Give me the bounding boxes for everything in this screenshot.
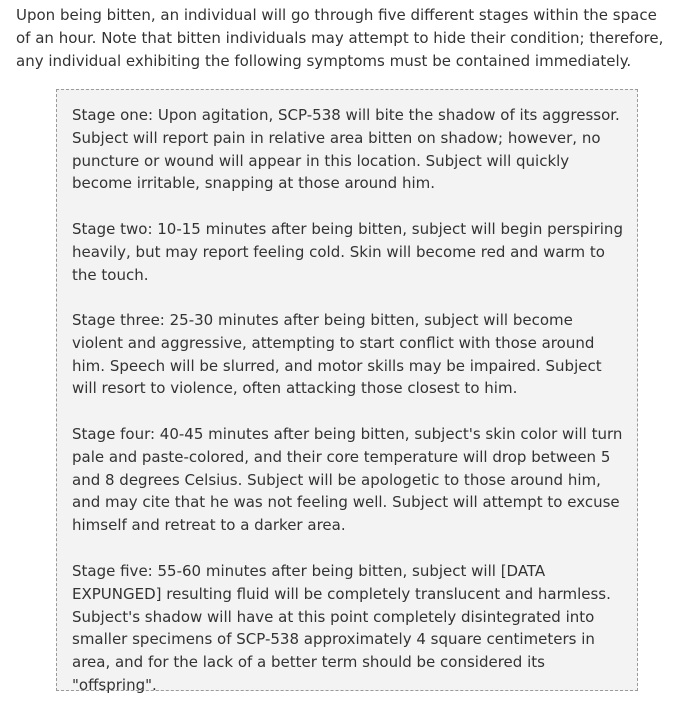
stage-three-paragraph: Stage three: 25-30 minutes after being bitten, subject will become violent and aggressive, attempting to start conflict with those around him. Speech will be slurred, and motor skills may be impaired. Subject will resort to violence, often attacking those closest to him. — [72, 311, 602, 398]
stage-one-paragraph: Stage one: Upon agitation, SCP-538 will bite the shadow of its aggressor. Subject will report pain in relative area bitten on shadow; however, no puncture or wound will appear in this location. Subject will quickly become irritable, snapping at those around him. — [72, 106, 620, 193]
intro-paragraph: Upon being bitten, an individual will go through five different stages within the space of an hour. Note that bitten individuals may attempt to hide their condition; therefore, any individual exhibiting the following symptoms must be contained immediately. — [16, 6, 664, 70]
stages-blockquote — [56, 89, 638, 694]
stage-five-paragraph: Stage five: 55-60 minutes after being bitten, subject will [DATA EXPUNGED] resulting fluid will be completely translucent and harmless. Subject's shadow will have at this point completely disintegrated into smaller specimens of SCP-538 approximately 4 square centimeters in area, and for the lack of a better term should be considered its "offspring". — [72, 562, 611, 694]
stage-four-paragraph: Stage four: 40-45 minutes after being bitten, subject's skin color will turn pale and paste-colored, and their core temperature will drop between 5 and 8 degrees Celsius. Subject will be apologetic to those around him, and may cite that he was not feeling well. Subject will attempt to excuse himself and retreat to a darker area. — [72, 425, 623, 535]
stage-two-paragraph: Stage two: 10-15 minutes after being bitten, subject will begin perspiring heavily, but may report feeling cold. Skin will become red and warm to the touch. — [72, 220, 623, 284]
